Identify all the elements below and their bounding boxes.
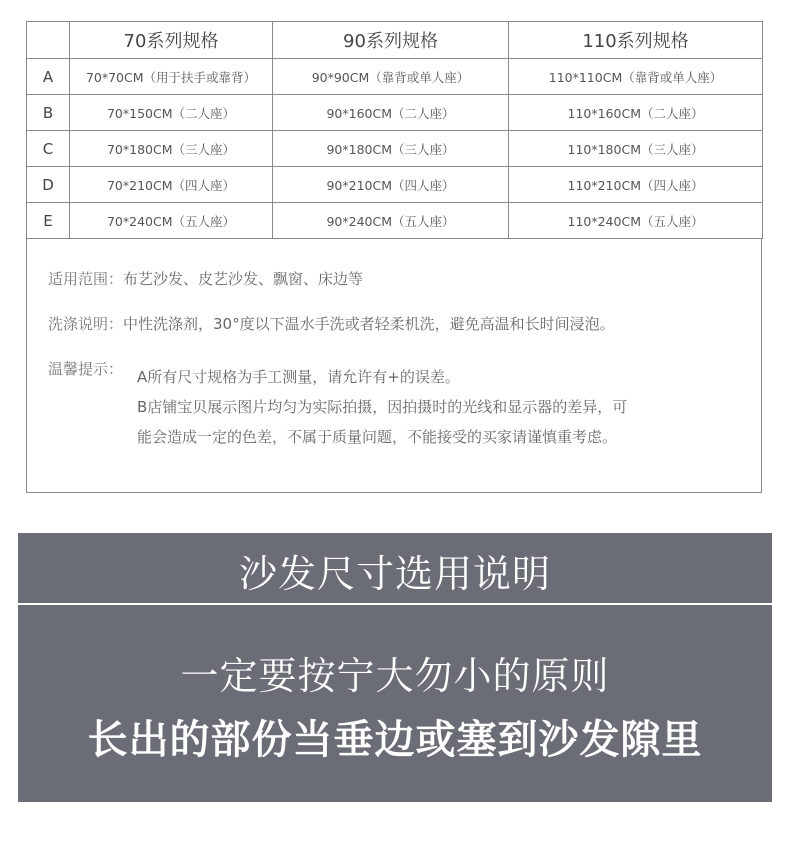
row-label: B <box>27 95 70 131</box>
table-header-row <box>27 22 763 59</box>
row-label: D <box>27 167 70 203</box>
cell-110: 110*180CM（三人座） <box>509 131 763 167</box>
row-label: C <box>27 131 70 167</box>
banner-title: 沙发尺寸选用说明 <box>238 552 551 596</box>
tip-line-b: B店铺宝贝展示图片均匀为实际拍摄，因拍摄时的光线和显示器的差异，可 <box>137 398 628 416</box>
row-label: A <box>27 59 70 95</box>
table-row <box>27 167 763 203</box>
tip-line-c: 能会造成一定的色差，不属于质量问题，不能接受的买家请谨慎重考虑。 <box>137 428 618 446</box>
table-row <box>27 59 763 95</box>
scope-note <box>48 268 363 289</box>
header-empty <box>27 22 70 59</box>
principle-line-1: 一定要按宁大勿小的原则 <box>180 654 610 698</box>
wash-note <box>48 313 615 334</box>
wash-text: 中性洗涤剂，30°度以下温水手洗或者轻柔机洗，避免高温和长时间浸泡。 <box>123 315 615 333</box>
principle-line-2: 长出的部份当垂边或塞到沙发隙里 <box>87 717 703 763</box>
tips-label: 温馨提示： <box>48 360 124 378</box>
cell-70: 70*240CM（五人座） <box>70 203 273 239</box>
cell-90: 90*160CM（二人座） <box>273 95 509 131</box>
cell-70: 70*150CM（二人座） <box>70 95 273 131</box>
row-label: E <box>27 203 70 239</box>
tips-label-line <box>48 358 123 379</box>
cell-90: 90*180CM（三人座） <box>273 131 509 167</box>
table-row <box>27 203 763 239</box>
wash-label: 洗涤说明： <box>48 315 124 333</box>
notes-box <box>26 238 762 493</box>
cell-110: 110*240CM（五人座） <box>509 203 763 239</box>
principle-banner <box>18 605 772 802</box>
header-90-series: 90系列规格 <box>273 22 509 59</box>
cell-90: 90*90CM（靠背或单人座） <box>273 59 509 95</box>
cell-110: 110*210CM（四人座） <box>509 167 763 203</box>
size-spec-table <box>26 21 763 239</box>
table-row <box>27 131 763 167</box>
cell-70: 70*210CM（四人座） <box>70 167 273 203</box>
cell-90: 90*240CM（五人座） <box>273 203 509 239</box>
scope-label: 适用范围： <box>48 270 124 288</box>
cell-110: 110*160CM（二人座） <box>509 95 763 131</box>
header-70-series: 70系列规格 <box>70 22 273 59</box>
cell-90: 90*210CM（四人座） <box>273 167 509 203</box>
header-110-series: 110系列规格 <box>509 22 763 59</box>
table-row <box>27 95 763 131</box>
cell-110: 110*110CM（靠背或单人座） <box>509 59 763 95</box>
cell-70: 70*70CM（用于扶手或靠背） <box>70 59 273 95</box>
tip-line-a: A所有尺寸规格为手工测量，请允许有+的误差。 <box>137 368 460 386</box>
title-banner <box>18 533 772 603</box>
scope-text: 布艺沙发、皮艺沙发、飘窗、床边等 <box>123 270 364 288</box>
cell-70: 70*180CM（三人座） <box>70 131 273 167</box>
